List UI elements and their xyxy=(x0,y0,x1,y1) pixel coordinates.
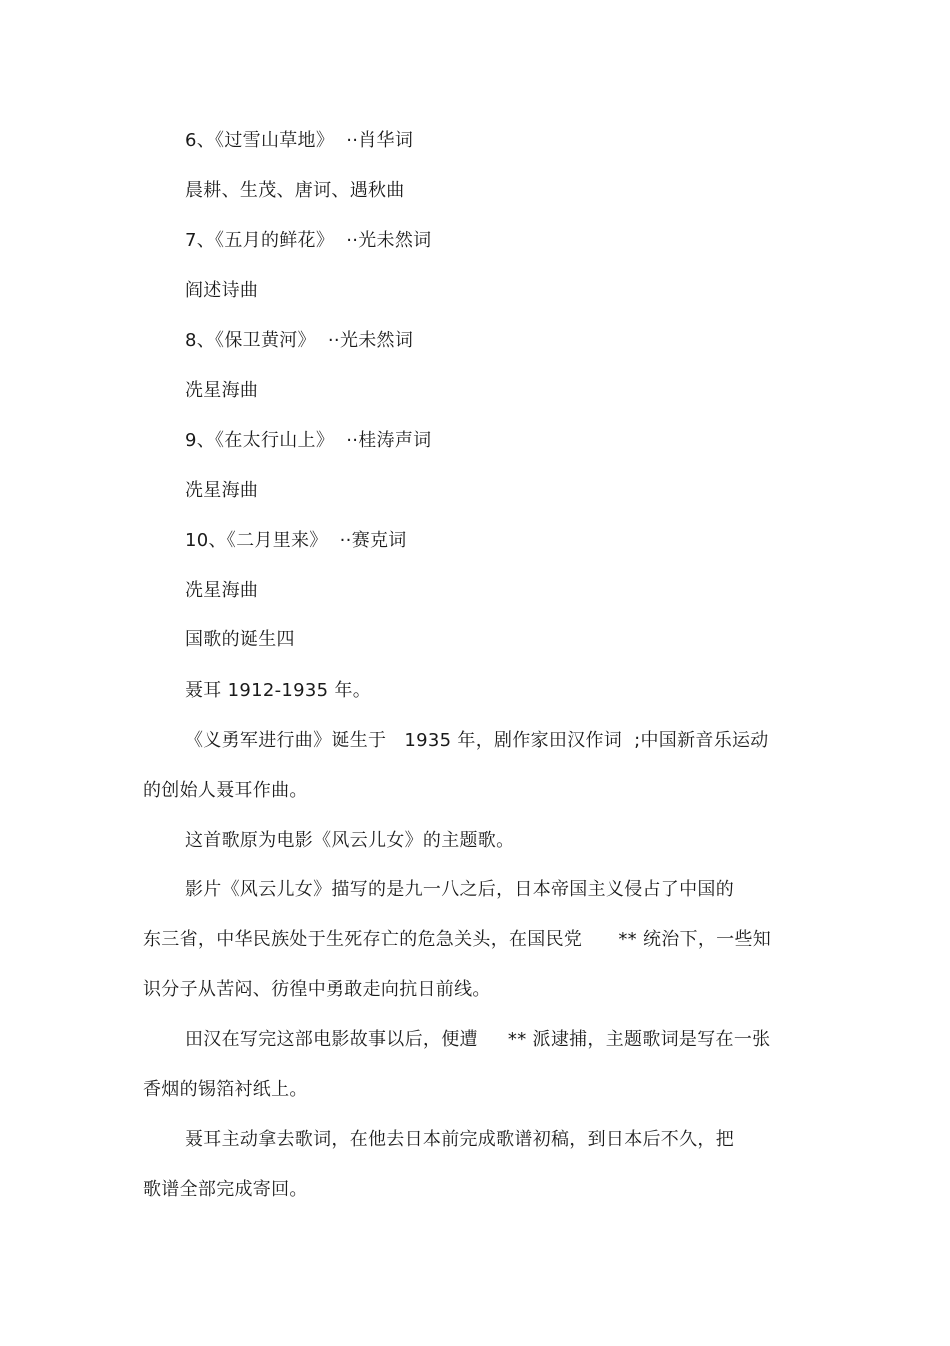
paragraph-line: 《义勇军进行曲》诞生于 1935 年，剧作家田汉作词 ;中国新音乐运动 xyxy=(185,730,769,751)
section-heading: 国歌的诞生四 xyxy=(185,629,295,650)
song-10-title: 10、《二月里来》 ··赛克词 xyxy=(185,530,407,551)
song-8-composer: 冼星海曲 xyxy=(185,380,259,401)
paragraph-line: 聂耳 1912-1935 年。 xyxy=(185,680,372,701)
song-8-title: 8、《保卫黄河》 ··光未然词 xyxy=(185,330,414,351)
song-7-composer: 阎述诗曲 xyxy=(185,280,259,301)
paragraph-line: 香烟的锡箔衬纸上。 xyxy=(143,1079,308,1100)
paragraph-line: 影片《风云儿女》描写的是九一八之后，日本帝国主义侵占了中国的 xyxy=(185,879,734,900)
song-9-composer: 冼星海曲 xyxy=(185,480,259,501)
song-6-title: 6、《过雪山草地》 ··肖华词 xyxy=(185,130,414,151)
paragraph-line: 歌谱全部完成寄回。 xyxy=(143,1179,308,1200)
paragraph-line: 识分子从苦闷、彷徨中勇敢走向抗日前线。 xyxy=(143,979,491,1000)
song-10-composer: 冼星海曲 xyxy=(185,580,259,601)
paragraph-line: 的创始人聂耳作曲。 xyxy=(143,780,308,801)
paragraph-line: 田汉在写完这部电影故事以后，便遭 ** 派逮捕，主题歌词是写在一张 xyxy=(185,1029,771,1050)
song-7-title: 7、《五月的鲜花》 ··光未然词 xyxy=(185,230,432,251)
song-6-composers: 晨耕、生茂、唐诃、遇秋曲 xyxy=(185,180,405,201)
paragraph-line: 聂耳主动拿去歌词，在他去日本前完成歌谱初稿，到日本后不久，把 xyxy=(185,1129,734,1150)
paragraph-line: 东三省，中华民族处于生死存亡的危急关头，在国民党 ** 统治下，一些知 xyxy=(143,929,772,950)
paragraph-line: 这首歌原为电影《风云儿女》的主题歌。 xyxy=(185,830,515,851)
song-9-title: 9、《在太行山上》 ··桂涛声词 xyxy=(185,430,432,451)
